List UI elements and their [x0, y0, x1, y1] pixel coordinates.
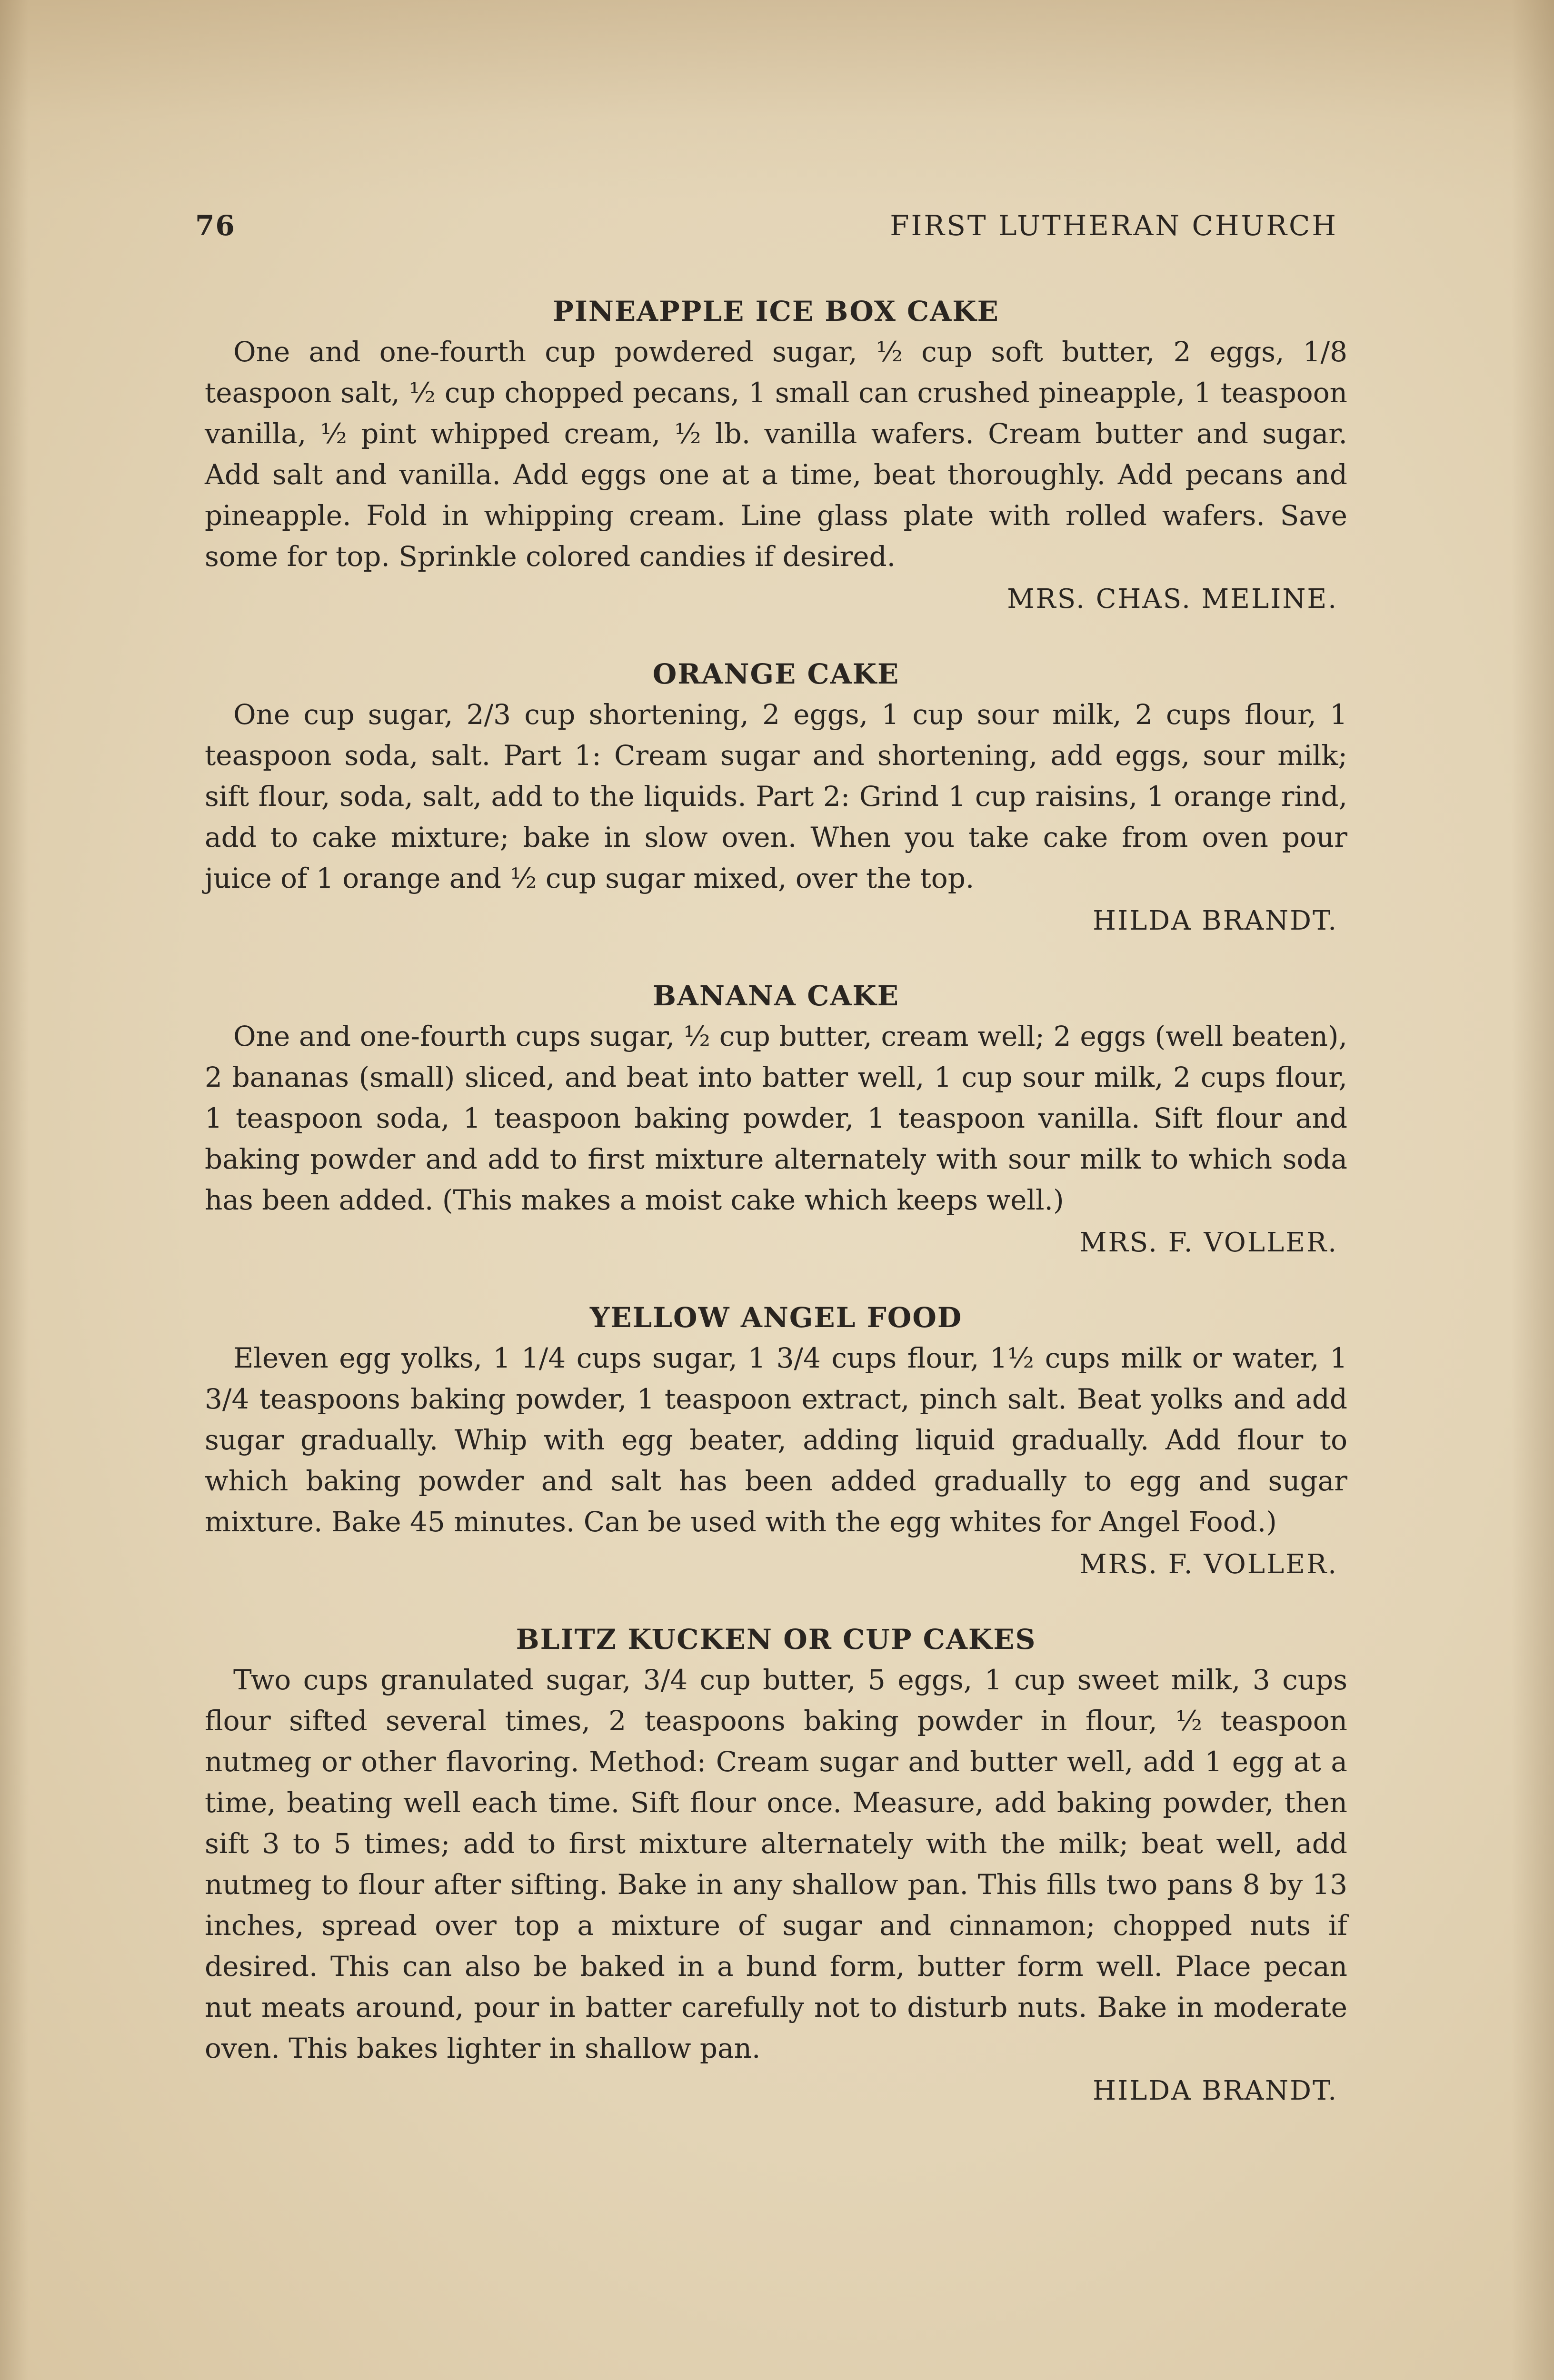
recipe-author: MRS. F. VOLLER. [1079, 1549, 1338, 1580]
recipe-body: Eleven egg yolks, 1 1/4 cups sugar, 1 3/4 cups flour, 1½ cups milk or water, 1 3/4 teaspoons baking powder, 1 teaspoon extract, pinch salt. Beat yolks and add sugar gradually. Whip with egg beater, adding liquid gradually. Add flour to which baking powder and salt has been added gradually to egg and sugar mixture. Bake 45 minutes. Can be used with the egg whites for Angel Food.) [205, 1342, 1347, 1538]
recipe-title: BANANA CAKE [652, 980, 900, 1012]
recipe-body: One and one-fourth cups sugar, ½ cup butter, cream well; 2 eggs (well beaten), 2 bananas (small) sliced, and beat into batter well, 1 cup sour milk, 2 cups flour, 1 teaspoon soda, 1 teaspoon baking powder, 1 teaspoon vanilla. Sift flour and baking powder and add to first mixture alternately with sour milk to which soda has been added. (This makes a moist cake which keeps well.) [205, 1020, 1347, 1216]
recipe-title: BLITZ KUCKEN OR CUP CAKES [516, 1623, 1036, 1656]
recipe-title: PINEAPPLE ICE BOX CAKE [553, 295, 999, 327]
water-stain [0, 0, 1554, 200]
recipe-orange-cake [205, 658, 1347, 942]
page-edge-shadow-right [1511, 0, 1554, 2380]
recipe-author: MRS. CHAS. MELINE. [1007, 584, 1338, 615]
recipe-author: HILDA BRANDT. [1093, 2075, 1338, 2106]
recipe-yellow-angel-food [205, 1301, 1347, 1585]
recipe-banana-cake [205, 980, 1347, 1263]
page-number: 76 [195, 209, 236, 242]
recipe-author: MRS. F. VOLLER. [1079, 1227, 1338, 1258]
recipe-body: One cup sugar, 2/3 cup shortening, 2 eggs, 1 cup sour milk, 2 cups flour, 1 teaspoon soda, salt. Part 1: Cream sugar and shortening, add eggs, sour milk; sift flour, soda, salt, add to the liquids. Part 2: Grind 1 cup raisins, 1 orange rind, add to cake mixture; bake in slow oven. When you take cake from oven pour juice of 1 orange and ½ cup sugar mixed, over the top. [205, 698, 1347, 894]
recipe-pineapple-ice-box-cake [205, 295, 1347, 620]
recipe-author: HILDA BRANDT. [1093, 905, 1338, 936]
recipe-title: YELLOW ANGEL FOOD [589, 1301, 963, 1334]
page-header [195, 209, 1338, 252]
recipe-title: ORANGE CAKE [652, 658, 900, 690]
recipe-list [205, 295, 1347, 2150]
recipe-body: Two cups granulated sugar, 3/4 cup butter, 5 eggs, 1 cup sweet milk, 3 cups flour sifted several times, 2 teaspoons baking powder in flour, ½ teaspoon nutmeg or other flavoring. Method: Cream sugar and butter well, add 1 egg at a time, beating well each time. Sift flour once. Measure, add baking powder, then sift 3 to 5 times; add to first mixture alternately with the milk; beat well, add nutmeg to flour after sifting. Bake in any shallow pan. This fills two pans 8 by 13 inches, spread over top a mixture of sugar and cinnamon; chopped nuts if desired. This can also be baked in a bund form, butter form well. Place pecan nut meats around, pour in batter carefully not to disturb nuts. Bake in moderate oven. This bakes lighter in shallow pan. [205, 1664, 1347, 2064]
recipe-body: One and one-fourth cup powdered sugar, ½ cup soft butter, 2 eggs, 1/8 teaspoon salt, ½ cup chopped pecans, 1 small can crushed pineapple, 1 teaspoon vanilla, ½ pint whipped cream, ½ lb. vanilla wafers. Cream butter and sugar. Add salt and vanilla. Add eggs one at a time, beat thoroughly. Add pecans and pineapple. Fold in whipping cream. Line glass plate with rolled wafers. Save some for top. Sprinkle colored candies if desired. [205, 336, 1347, 573]
running-title: FIRST LUTHERAN CHURCH [890, 209, 1338, 242]
page-edge-shadow-left [0, 0, 29, 2380]
recipe-blitz-kucken [205, 1623, 1347, 2112]
